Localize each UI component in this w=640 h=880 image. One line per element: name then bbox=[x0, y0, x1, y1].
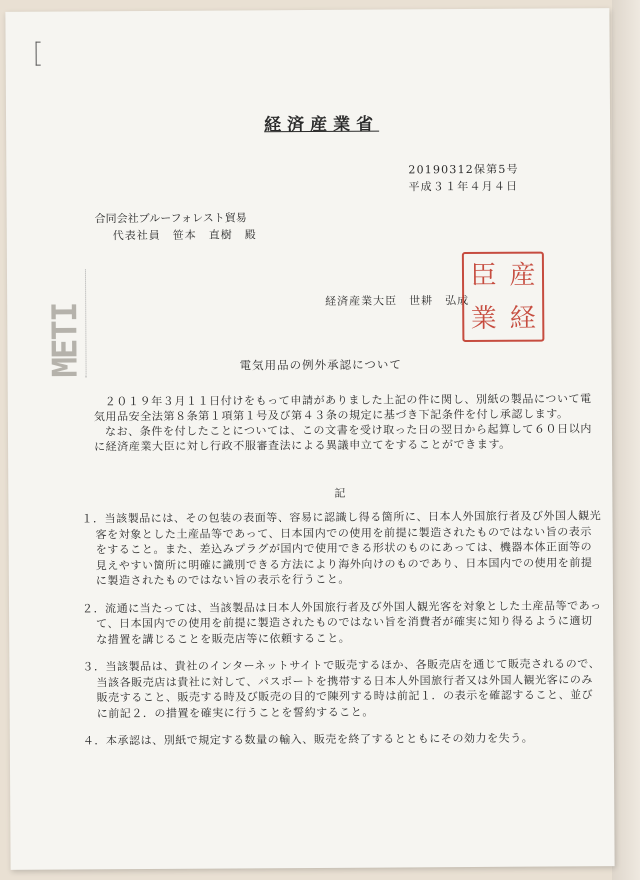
sender-name: 経済産業大臣 世耕 弘成 bbox=[325, 294, 470, 308]
conditions-list bbox=[81, 508, 603, 761]
document-number: 20190312保第5号 bbox=[408, 162, 519, 177]
corner-bracket-mark bbox=[36, 42, 41, 66]
ministry-header: 経済産業省 bbox=[264, 114, 380, 136]
table-surface bbox=[612, 0, 640, 880]
seal-char: 業 bbox=[470, 303, 497, 334]
recipient-company: 合同会社ブルーフォレスト貿易 bbox=[94, 211, 247, 226]
condition-item: ２．流通に当たっては、当該製品は日本人外国旅行者及び外国人観光客を対象とした土産品等であって、日本国内での使用を前提に製造されたものではない旨を消費者が確実に知り得るように適切な措置を講じることを販売店等に依頼すること。 bbox=[81, 598, 602, 646]
seal-char: 経 bbox=[509, 303, 536, 334]
document-subject: 電気用品の例外承認について bbox=[239, 357, 402, 373]
body-paragraph: ２０１９年３月１１日付けをもって申請がありました上記の件に関し、別紙の製品について電気用品安全法第８条第１項第１号及び第４３条の規定に基づき下記条件を付し承認します。 bbox=[93, 392, 592, 424]
official-seal bbox=[462, 252, 545, 342]
document-reference bbox=[408, 161, 519, 196]
condition-item: ４．本承認は、別紙で規定する数量の輸入、販売を終了するとともにその効力を失う。 bbox=[82, 731, 534, 748]
seal-char: 産 bbox=[509, 260, 536, 291]
condition-item: １．当該製品には、その包装の表面等、容易に認識し得る箇所に、日本人外国旅行者及び外国人観光客を対象とした土産品等であって、日本国内での使用を前提に製造されたものではない旨の表示をすること。また、差込みプラグが国内で使用できる形状のものにあっては、機器本体正面等の見えやすい箇所に明確に識別できる方法により海外向けのものであり、日本国内での使用を前提に製造されたものではない旨の表示を行うこと。 bbox=[81, 509, 602, 588]
document-body bbox=[94, 391, 602, 454]
seal-char: 臣 bbox=[470, 260, 497, 291]
recipient-representative: 代表社員 笹本 直樹 殿 bbox=[112, 228, 257, 243]
document-page bbox=[5, 8, 614, 870]
recipient-block bbox=[95, 209, 257, 244]
condition-item: ３．当該製品は、貴社のインターネットサイトで販売するほか、各販売店を通じて販売されるので、当該各販売店は貴社に対して、パスポートを携帯する日本人外国旅行者又は外国人観光客にのみ販売すること、販売する時及び販売の目的で陳列する時は前記１．の表示を確認すること、並びに前記２．の措置を確実に行うことを誓約すること。 bbox=[82, 657, 601, 720]
ki-heading: 記 bbox=[334, 486, 346, 500]
body-paragraph: なお、条件を付したことについては、この文書を受け取った日の翌日から起算して６０日以内に経済産業大臣に対し行政不服審査法による異議申立てをすることができます。 bbox=[94, 422, 592, 454]
perforation-stamp: METI bbox=[45, 269, 87, 377]
document-date: 平成３１年４月４日 bbox=[408, 179, 519, 194]
